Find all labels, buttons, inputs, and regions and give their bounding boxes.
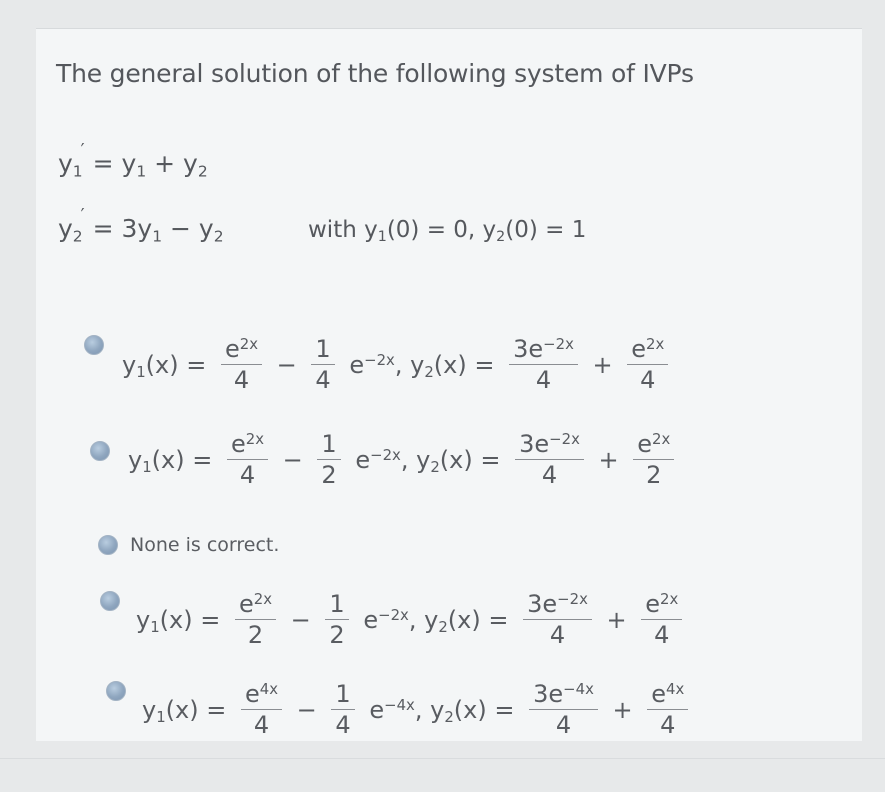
option-1-radio[interactable] bbox=[84, 335, 104, 355]
option-5-formula[interactable]: $y_1(x)$ = $\frac{e^{4x}}{4}$ − $\frac{1}{4}$ $e^{-4x}$, $y_2(x)$ = $\frac{3e^{-4x}}{4}$ + $\frac{e^{4x}}{4}$ bbox=[138, 679, 691, 740]
option-4-formula[interactable]: $y_1(x)$ = $\frac{e^{2x}}{2}$ − $\frac{1}{2}$ $e^{-2x}$, $y_2(x)$ = $\frac{3e^{-2x}}{4}$ + $\frac{e^{2x}}{4}$ bbox=[132, 589, 685, 650]
option-2-radio[interactable] bbox=[90, 441, 110, 461]
option-1-formula[interactable]: $y_1(x)$ = $\frac{e^{2x}}{4}$ − $\frac{1}{4}$ $e^{-2x}$, $y_2(x)$ = $\frac{3e^{-2x}}{4}$ + $\frac{e^{2x}}{4}$ bbox=[118, 334, 671, 395]
option-3-radio[interactable] bbox=[98, 535, 118, 555]
option-2-formula[interactable]: $y_1(x)$ = $\frac{e^{2x}}{4}$ − $\frac{1}{2}$ $e^{-2x}$, $y_2(x)$ = $\frac{3e^{-2x}}{4}$ + $\frac{e^{2x}}{2}$ bbox=[124, 429, 677, 490]
question-title: The general solution of the following system of IVPs bbox=[56, 59, 694, 88]
initial-conditions: with $y_1(0) = 0$, $y_2(0) = 1$ bbox=[308, 217, 587, 245]
equation-1: $y_1' = y_1 + y_2$ bbox=[58, 141, 208, 181]
option-3-label[interactable]: None is correct. bbox=[130, 534, 280, 556]
option-4-radio[interactable] bbox=[100, 591, 120, 611]
option-5-radio[interactable] bbox=[106, 681, 126, 701]
bottom-divider bbox=[0, 758, 885, 759]
question-card bbox=[36, 28, 862, 741]
equation-2: $y_2' = 3y_1 - y_2$ bbox=[58, 206, 224, 246]
